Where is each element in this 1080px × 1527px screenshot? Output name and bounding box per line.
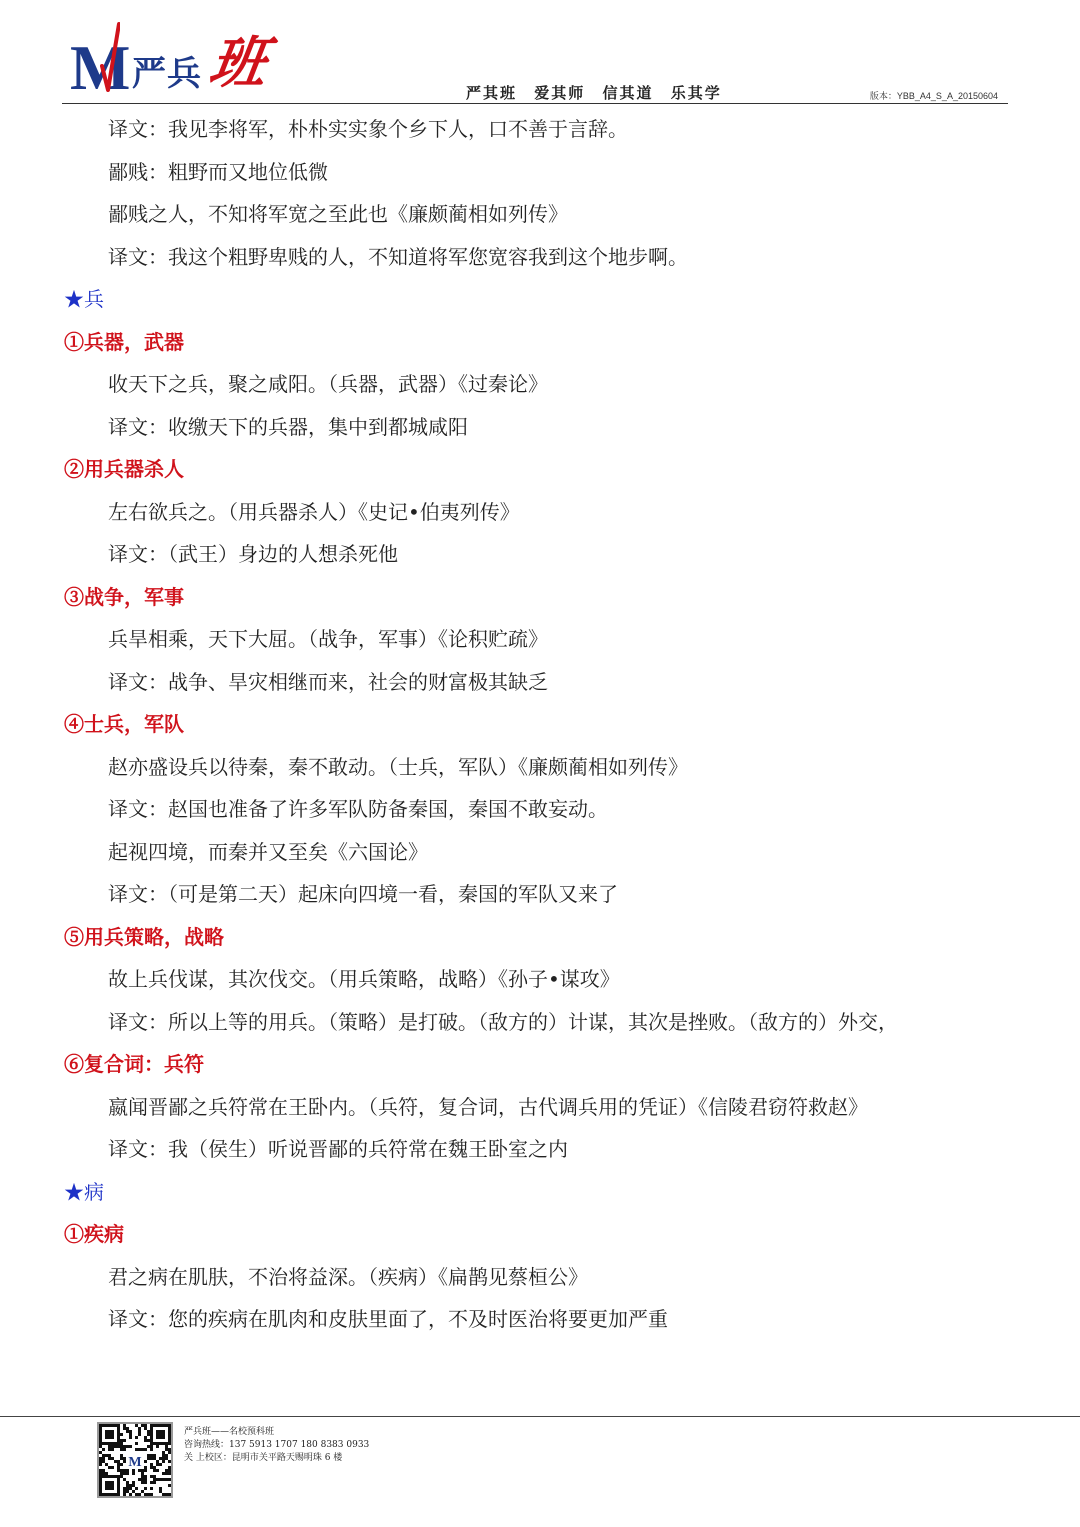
text-line: 鄙贱：粗野而又地位低微: [108, 159, 328, 184]
text-line: 译文：我这个粗野卑贱的人，不知道将军您宽容我到这个地步啊。: [108, 244, 688, 269]
sense-heading: ①疾病: [64, 1222, 124, 1246]
text-line: 译文：收缴天下的兵器，集中到都城咸阳: [108, 414, 468, 439]
text-line: 左右欲兵之。（用兵器杀人）《史记•伯夷列传》: [108, 499, 520, 524]
footer-divider: [0, 1416, 1080, 1417]
sense-heading: ②用兵器杀人: [64, 457, 184, 481]
qr-code: [97, 1422, 173, 1498]
text-line: 译文：（可是第二天）起床向四境一看，秦国的军队又来了: [108, 882, 618, 906]
svg-text:M: M: [128, 1455, 142, 1470]
logo-word: 严兵: [132, 54, 202, 94]
logo-letter: M: [70, 32, 129, 103]
text-line: 鄙贱之人，不知将军宽之至此也《廉颇蔺相如列传》: [108, 202, 568, 226]
sense-heading: ⑤用兵策略，战略: [64, 924, 224, 949]
entry-heading: ★病: [64, 1179, 104, 1204]
text-line: 赵亦盛设兵以待秦，秦不敢动。（士兵，军队）《廉颇蔺相如列传》: [108, 754, 688, 779]
version-label: 版本：YBB_A4_S_A_20150604: [869, 91, 998, 101]
sense-heading: ⑥复合词：兵符: [64, 1052, 204, 1076]
document-body: [0, 108, 1080, 1341]
slogan-part: 信其道: [602, 84, 654, 102]
sense-heading: ①兵器，武器: [64, 329, 184, 354]
footer-line: 严兵班——名校预科班: [184, 1427, 275, 1437]
header-divider: [62, 103, 1008, 104]
text-line: 译文：所以上等的用兵。（策略）是打破。（敌方的）计谋，其次是挫败。（敌方的）外交，: [108, 1009, 898, 1034]
logo-check-icon: [100, 22, 120, 92]
sense-heading: ④士兵，军队: [64, 712, 184, 736]
slogan-part: 乐其学: [670, 84, 722, 102]
text-line: 收天下之兵，聚之咸阳。（兵器，武器）《过秦论》: [108, 372, 548, 396]
slogan-part: 爱其师: [534, 84, 586, 102]
text-line: 故上兵伐谋，其次伐交。（用兵策略，战略）《孙子•谋攻》: [108, 967, 620, 991]
footer-line: 咨询热线：137 5913 1707 180 8383 0933: [184, 1440, 370, 1450]
text-line: 译文：战争、旱灾相继而来，社会的财富极其缺乏: [108, 669, 548, 694]
text-line: 起视四境，而秦并又至矣《六国论》: [108, 839, 428, 864]
header-slogan: [466, 82, 732, 103]
text-line: 君之病在肌肤，不治将益深。（疾病）《扁鹊见蔡桓公》: [108, 1264, 588, 1289]
footer-info: [184, 1426, 369, 1465]
footer-line: 关 上校区：昆明市关平路天赐明珠 6 楼: [184, 1453, 343, 1463]
text-line: 译文：赵国也准备了许多军队防备秦国，秦国不敢妄动。: [108, 797, 608, 821]
text-line: 译文：您的疾病在肌肉和皮肤里面了，不及时医治将要更加严重: [108, 1307, 668, 1331]
qr-code-icon: [99, 1424, 171, 1496]
sense-heading: ③战争，军事: [64, 584, 184, 609]
page-header: [0, 0, 1080, 110]
text-line: 译文：我（侯生）听说晋鄙的兵符常在魏王卧室之内: [108, 1137, 568, 1161]
logo-ban: 班: [205, 31, 271, 96]
text-line: 兵旱相乘，天下大屈。（战争，军事）《论积贮疏》: [108, 627, 548, 651]
text-line: 译文：我见李将军，朴朴实实象个乡下人，口不善于言辞。: [108, 117, 628, 141]
text-line: 译文：（武王）身边的人想杀死他: [108, 542, 398, 566]
brand-logo: [70, 22, 310, 103]
slogan-part: 严其班: [466, 84, 518, 102]
text-line: 嬴闻晋鄙之兵符常在王卧内。（兵符，复合词，古代调兵用的凭证）《信陵君窃符救赵》: [108, 1094, 868, 1119]
entry-heading: ★兵: [64, 287, 104, 311]
